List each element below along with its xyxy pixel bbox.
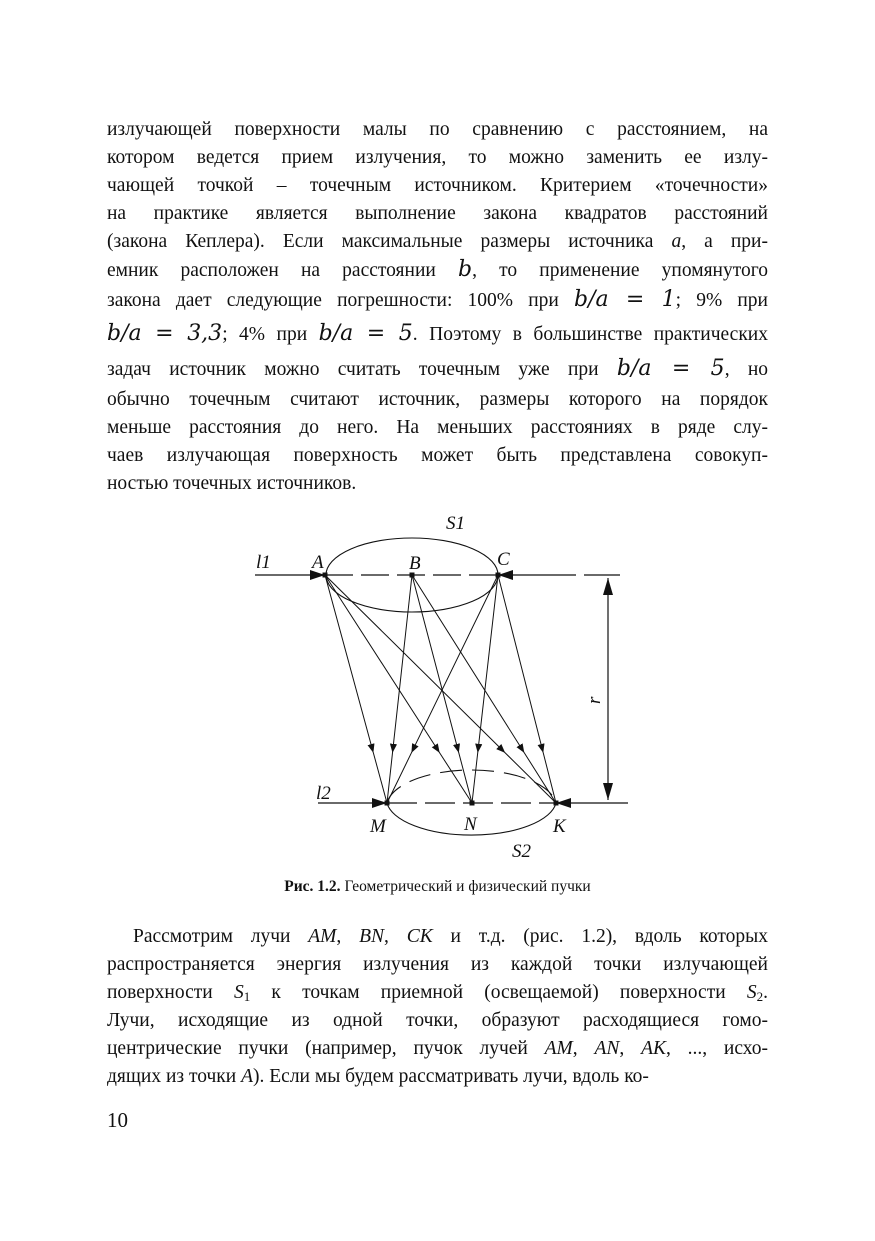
text-segment: , ..., исхо- bbox=[665, 1038, 769, 1059]
text-segment: чающей точкой – точечным источником. Критерием «точечности» bbox=[107, 175, 768, 196]
surface-S2-back bbox=[387, 770, 556, 803]
label-S1: S1 bbox=[446, 513, 465, 534]
text-segment: BN bbox=[359, 926, 385, 947]
text-segment: дящих из точки bbox=[107, 1066, 242, 1087]
text-segment: , то применение упомянутого bbox=[472, 260, 768, 281]
text-segment: на практике является выполнение закона квадратов расстояний bbox=[107, 203, 768, 224]
page-number: 10 bbox=[107, 1108, 128, 1132]
text-segment: b/a = 3,3 bbox=[107, 321, 223, 346]
text-segment: S bbox=[746, 982, 757, 1003]
text-segment: , но bbox=[724, 359, 769, 380]
text-segment: емник расположен на расстоянии bbox=[107, 260, 458, 281]
ray-CN bbox=[472, 575, 498, 803]
figure-caption bbox=[0, 878, 875, 896]
text-segment: . bbox=[763, 982, 768, 1003]
label-C: C bbox=[497, 549, 510, 570]
text-line bbox=[107, 953, 768, 977]
text-line bbox=[107, 981, 768, 1005]
text-segment: b/a = 5 bbox=[318, 321, 413, 346]
text-segment: котором ведется прием излучения, то можно заменить ее излу- bbox=[107, 147, 768, 168]
dimension-arrow-bottom bbox=[603, 783, 613, 800]
point-K bbox=[554, 801, 559, 806]
dimension-arrow-top bbox=[603, 578, 613, 595]
text-segment: обычно точечным считают источник, размеры которого на порядок bbox=[107, 389, 768, 410]
label-N: N bbox=[464, 814, 477, 835]
text-segment: , bbox=[336, 926, 360, 947]
text-segment: A bbox=[241, 1066, 254, 1087]
text-segment: задач источник можно считать точечным уже при bbox=[107, 359, 617, 380]
ray-AK bbox=[325, 575, 556, 803]
point-A bbox=[323, 573, 328, 578]
text-segment: AK bbox=[641, 1038, 666, 1059]
text-segment: AM bbox=[308, 926, 337, 947]
label-r: r bbox=[584, 696, 605, 704]
text-line bbox=[107, 1037, 768, 1061]
text-segment: излучающей поверхности малы по сравнению с расстоянием, на bbox=[107, 119, 768, 140]
text-segment: ностью точечных источников. bbox=[107, 473, 357, 494]
text-segment: распространяется энергия излучения из каждой точки излучающей bbox=[107, 954, 768, 975]
text-segment: закона дает следующие погрешности: 100% при bbox=[107, 290, 574, 311]
text-segment: (закона Кеплера). Если максимальные размеры источника bbox=[107, 231, 672, 252]
text-segment: чаев излучающая поверхность может быть представлена совокуп- bbox=[107, 445, 768, 466]
text-line bbox=[107, 1065, 768, 1089]
ray-AN bbox=[325, 575, 472, 803]
label-M: M bbox=[370, 816, 386, 837]
text-segment: 2 bbox=[756, 989, 764, 1004]
text-segment: AM bbox=[544, 1038, 573, 1059]
label-l2: l2 bbox=[316, 783, 331, 804]
text-segment: поверхности bbox=[107, 982, 234, 1003]
point-N bbox=[470, 801, 475, 806]
label-K: K bbox=[553, 816, 566, 837]
label-A: A bbox=[312, 552, 324, 573]
text-segment: ). Если мы будем рассматривать лучи, вдоль ко- bbox=[253, 1066, 649, 1087]
point-C bbox=[496, 573, 501, 578]
text-segment: CK bbox=[406, 926, 433, 947]
text-segment: , bbox=[619, 1038, 642, 1059]
text-line bbox=[133, 925, 768, 949]
text-segment: ; 4% при bbox=[222, 324, 319, 345]
ray-BM bbox=[387, 575, 412, 803]
ray-BK bbox=[412, 575, 556, 803]
text-segment: a bbox=[671, 231, 682, 252]
label-S2: S2 bbox=[512, 841, 531, 862]
text-segment: b/a = 5 bbox=[616, 356, 725, 381]
text-segment: , а при- bbox=[681, 231, 768, 252]
caption-text: Геометрический и физический пучки bbox=[340, 878, 591, 895]
label-B: B bbox=[409, 553, 421, 574]
text-segment: b bbox=[457, 257, 473, 282]
caption-number: Рис. 1.2. bbox=[284, 878, 341, 895]
text-segment: . Поэтому в большинстве практических bbox=[412, 324, 768, 345]
text-segment: Лучи, исходящие из одной точки, образуют расходящиеся гомо- bbox=[107, 1010, 768, 1031]
text-segment: и т.д. (рис. 1.2), вдоль которых bbox=[432, 926, 769, 947]
text-segment: ; 9% при bbox=[675, 290, 768, 311]
label-l1: l1 bbox=[256, 552, 271, 573]
text-segment: AN bbox=[594, 1038, 620, 1059]
text-segment: , bbox=[572, 1038, 595, 1059]
text-segment: 1 bbox=[243, 989, 251, 1004]
text-segment: Рассмотрим лучи bbox=[133, 926, 309, 947]
point-M bbox=[385, 801, 390, 806]
text-segment: к точкам приемной (освещаемой) поверхности bbox=[250, 982, 747, 1003]
text-segment: , bbox=[384, 926, 407, 947]
text-segment: меньше расстояния до него. На меньших расстояниях в ряде слу- bbox=[107, 417, 768, 438]
ray-CK bbox=[498, 575, 556, 803]
text-segment: S bbox=[233, 982, 244, 1003]
text-segment: b/a = 1 bbox=[574, 287, 676, 312]
text-segment: центрические пучки (например, пучок лучей bbox=[107, 1038, 545, 1059]
text-line bbox=[107, 1009, 768, 1033]
